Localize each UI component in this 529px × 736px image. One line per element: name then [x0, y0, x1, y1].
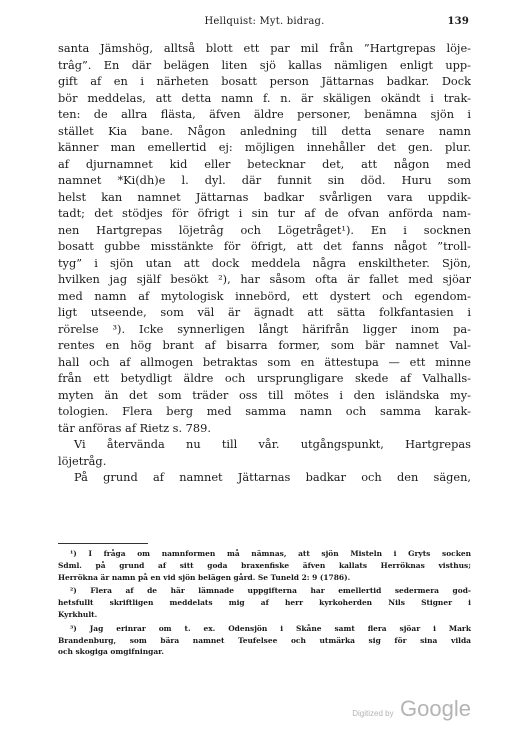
text-line: från ett betydligt äldre och ursprungligare skede af Valhalls-: [58, 371, 471, 385]
text-line: Vi återvända nu till vår. utgångspunkt, Hartgrepas: [74, 437, 471, 451]
main-text: [58, 40, 471, 486]
watermark-prefix: Digitized by: [352, 709, 394, 718]
text-line: med namn af mytologisk innebörd, ett dystert och egendom-: [58, 288, 471, 303]
text-line: helst kan namnet Jättarnas badkar svårligen vara uppdik-: [58, 189, 471, 204]
running-title: Hellquist: Myt. bidrag.: [204, 16, 325, 27]
footnotes: [58, 548, 471, 658]
footnote-line: ¹) I fråga om namnformen må nämnas, att sjön Misteln i Gryts socken: [70, 549, 471, 558]
footnote-line: Sdml. på grund af sitt goda braxenfiske äfven kallats Herröknas visthus;: [58, 560, 471, 570]
text-line: På grund af namnet Jättarnas badkar och den sägen,: [74, 470, 471, 484]
footnote-line: ³) Jag erinrar om t. ex. Odensjön i Skåne samt flera sjöar i Mark: [70, 623, 471, 633]
footnote-line: och skogiga omgifningar.: [58, 647, 164, 657]
page-header: [58, 16, 471, 32]
page-number: 139: [447, 16, 469, 27]
footnote-line: Herrökna är namn på en vid sjön belägen gård. Se Tuneld 2: 9 (1786).: [58, 572, 351, 582]
text-line: stället Kia bane. Någon anledning till detta senare namn: [58, 123, 471, 138]
text-line: rentes en hög brant af bisarra former, som bär namnet Val-: [58, 338, 471, 352]
text-line: namnet *Ki(dh)e l. dyl. där funnit sin död. Huru som: [58, 173, 471, 187]
text-line: rörelse ³). Icke synnerligen långt härifrån ligger inom pa-: [58, 321, 471, 336]
text-line: tyg” i sjön utan att dock meddela några enskiltheter. Sjön,: [58, 255, 471, 270]
text-line: ten: de allra flästa, äfven äldre personer, benämna sjön i: [58, 107, 471, 121]
text-line: af djurnamnet kid eller betecknar det, att någon med: [58, 156, 471, 171]
text-line: tär anföras af Rietz s. 789.: [58, 420, 211, 435]
footnote-divider: [58, 543, 148, 544]
text-line: tologien. Flera berg med samma namn och samma karak-: [58, 404, 471, 418]
text-line: hall och af allmogen betraktas som en ättestupa — ett minne: [58, 354, 471, 369]
text-line: gift af en i närheten bosatt person Jättarnas badkar. Dock: [58, 74, 471, 88]
text-line: trâg”. En där belägen liten sjö kallas nämligen enligt upp-: [58, 57, 471, 72]
text-line: nen Hartgrepas löjetrâg och Lögetråget¹). En i socknen: [58, 222, 471, 237]
footnote-line: Kyrkhult.: [58, 609, 98, 619]
footnote-line: Brandenburg, som bära namnet Teufelsee och utmärka sig för sina vilda: [58, 635, 471, 645]
text-line: bosatt gubbe misstänkte för öfrigt, att det fanns något ”troll-: [58, 239, 471, 253]
google-logo: Google: [400, 696, 471, 721]
text-line: santa Jämshög, alltså blott ett par mil från ”Hartgrepas löje-: [58, 41, 471, 55]
text-line: hvilken jag själf besökt ²), har såsom ofta är fallet med sjöar: [58, 272, 471, 286]
text-line: tadt; det stödjes för öfrigt i sin tur af de ofvan anförda nam-: [58, 206, 471, 220]
text-line: myten än det som träder oss till mötes i den isländska my-: [58, 387, 471, 402]
footnote-line: ²) Flera af de här lämnade uppgifterna har emellertid sedermera god-: [70, 586, 471, 596]
digitization-watermark: [352, 696, 471, 722]
text-line: bör meddelas, att detta namn f. n. är skäligen okändt i trak-: [58, 90, 471, 105]
text-line: känner man emellertid ej: möjligen innehåller det gen. plur.: [58, 140, 471, 154]
footnote-line: hetsfullt skriftligen meddelats mig af herr kyrkoherden Nils Stigner i: [58, 598, 471, 608]
text-line: ligt utseende, som väl är ägnadt att sätta folkfantasien i: [58, 305, 471, 319]
text-line: löjetråg.: [58, 453, 107, 468]
